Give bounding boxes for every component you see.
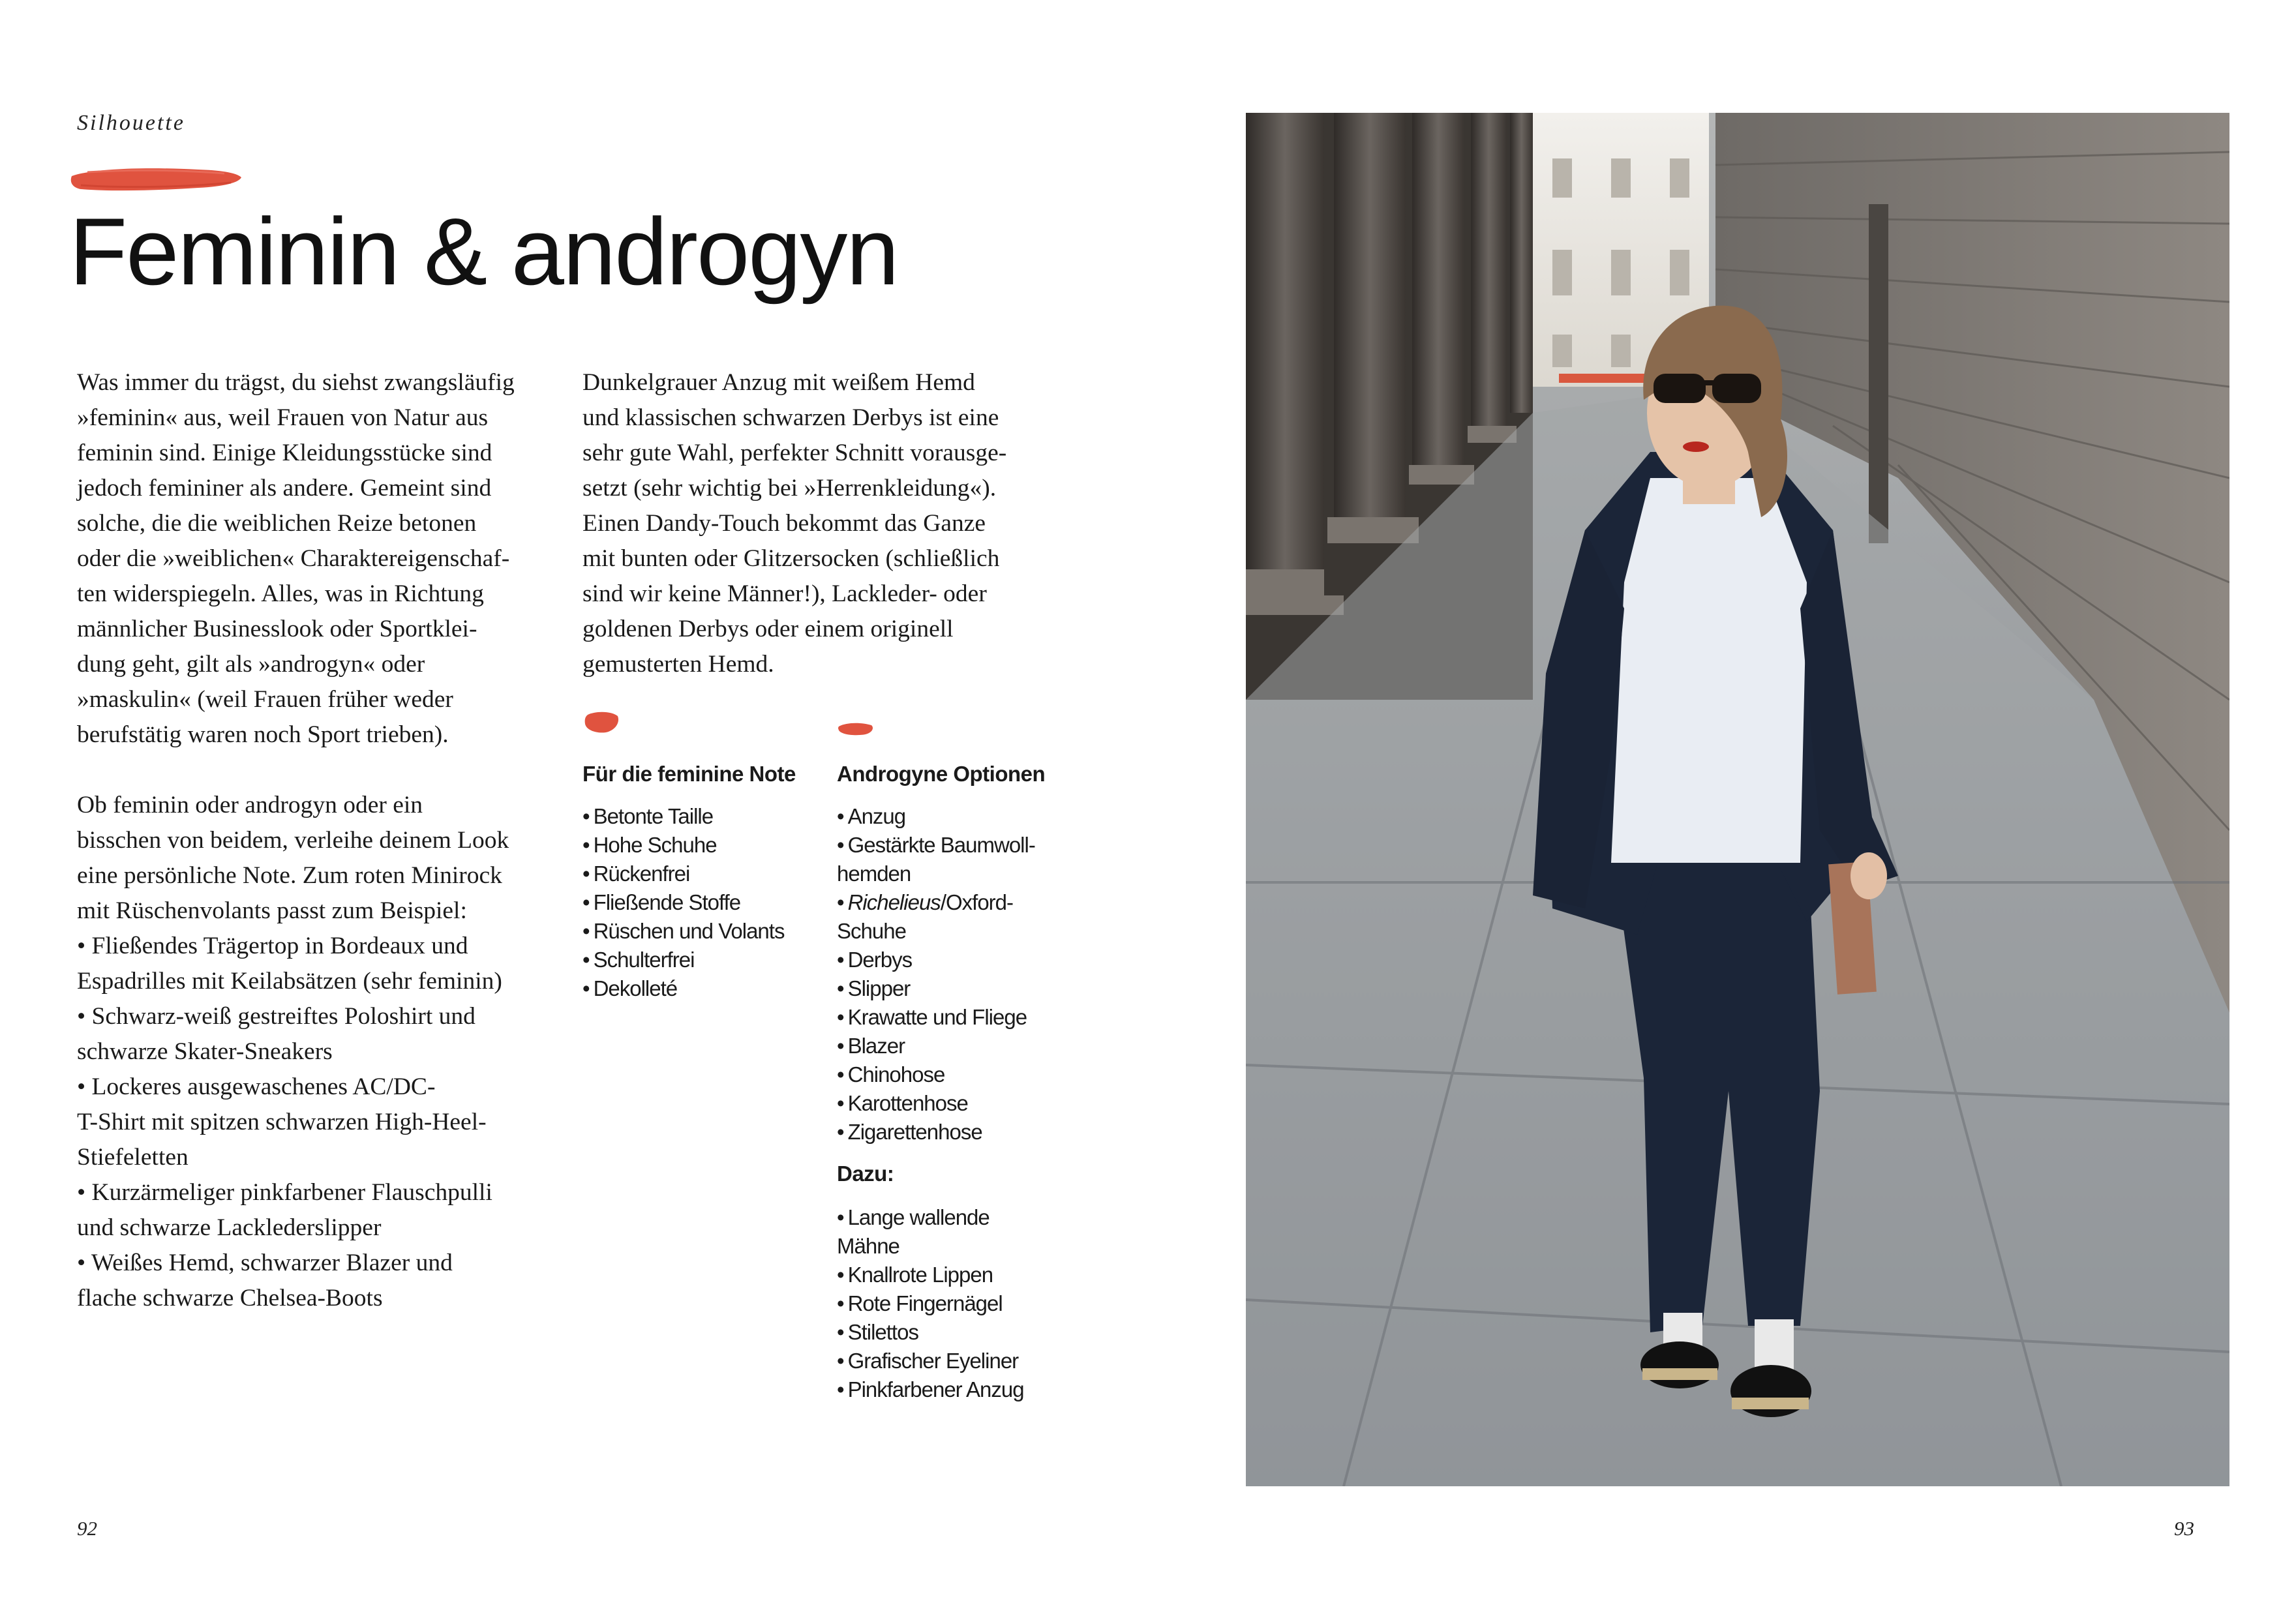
list-item-text: /Oxford- — [940, 890, 1014, 914]
text-line: sehr gute Wahl, perfekter Schnitt vorausge- — [582, 440, 1007, 466]
list-item — [582, 917, 796, 946]
list-item — [582, 831, 796, 860]
text-line: Einen Dandy-Touch bekommt das Ganze — [582, 510, 986, 537]
list-item — [837, 946, 1045, 974]
list-item — [837, 888, 1045, 917]
text-line: mit Rüschenvolants passt zum Beispiel: — [77, 897, 467, 924]
bullet-icon: • — [837, 1034, 844, 1058]
list-item — [837, 1232, 1024, 1261]
list-item — [837, 1032, 1045, 1060]
paragraph-dandy — [582, 365, 1062, 682]
text-line: Stiefeletten — [77, 1144, 189, 1171]
bullet-icon: • — [582, 919, 590, 943]
feminine-heading: Für die feminine Note — [582, 762, 796, 786]
list-item-text: Fließende Stoffe — [593, 890, 741, 914]
list-item — [837, 1318, 1024, 1347]
list-item — [837, 860, 1045, 888]
list-item-text: Rückenfrei — [593, 861, 690, 886]
list-item — [837, 974, 1045, 1003]
androgyn-heading: Androgyne Optionen — [837, 762, 1046, 786]
red-brush-dot-icon — [837, 716, 875, 741]
list-item — [837, 1289, 1024, 1318]
list-item-text: Anzug — [847, 804, 906, 828]
list-item — [837, 1118, 1045, 1146]
feminine-list — [582, 802, 796, 1003]
androgyn-list-block — [837, 716, 1045, 1146]
text-line: • Fließendes Trägertop in Bordeaux und — [77, 933, 468, 959]
text-line: oder die »weiblichen« Charaktereigenschaf- — [77, 545, 510, 572]
text-line: Was immer du trägst, du siehst zwangsläufig — [77, 369, 515, 396]
list-item-text: Stilettos — [847, 1320, 918, 1344]
text-line: goldenen Derbys oder einem originell — [582, 616, 954, 642]
text-line: flache schwarze Chelsea-Boots — [77, 1285, 383, 1311]
list-item — [837, 802, 1045, 831]
text-line: Ob feminin oder androgyn oder ein — [77, 792, 423, 818]
page-title: Feminin & androgyn — [69, 198, 898, 305]
text-line: ten widerspiegeln. Alles, was in Richtung — [77, 580, 484, 607]
text-line: • Schwarz-weiß gestreiftes Poloshirt und — [77, 1003, 476, 1030]
text-line: berufstätig waren noch Sport trieben). — [77, 721, 449, 748]
text-line: männlicher Businesslook oder Sportklei- — [77, 616, 477, 642]
bullet-icon: • — [837, 1205, 844, 1229]
fashion-photo — [1246, 113, 2229, 1486]
text-line: und schwarze Lacklederslipper — [77, 1214, 382, 1241]
bullet-icon: • — [837, 1120, 844, 1144]
text-line: schwarze Skater-Sneakers — [77, 1038, 333, 1065]
list-item — [837, 1089, 1045, 1118]
paragraph-examples — [77, 788, 556, 1316]
feminine-list-block — [582, 710, 796, 1003]
red-brush-dot-icon — [582, 710, 620, 734]
bullet-icon: • — [837, 1377, 844, 1401]
bullet-icon: • — [582, 861, 590, 886]
text-line: T-Shirt mit spitzen schwarzen High-Heel- — [77, 1109, 487, 1135]
list-item — [582, 946, 796, 974]
list-item-italic: Richelieus — [847, 890, 941, 914]
bullet-icon: • — [837, 1320, 844, 1344]
list-item — [582, 802, 796, 831]
androgyn-list — [837, 802, 1045, 1146]
paragraph-intro — [77, 365, 556, 753]
bullet-icon: • — [837, 1263, 844, 1287]
red-brush-stroke-icon — [68, 163, 244, 194]
list-item-text: Lange wallende — [847, 1205, 989, 1229]
list-item-text: Schuhe — [837, 919, 906, 943]
bullet-icon: • — [837, 948, 844, 972]
text-line: solche, die die weiblichen Reize betonen — [77, 510, 477, 537]
bullet-icon: • — [837, 976, 844, 1000]
bullet-icon: • — [837, 890, 844, 914]
list-item-text: Chinohose — [847, 1062, 945, 1086]
list-item — [837, 1261, 1024, 1289]
text-line: • Kurzärmeliger pinkfarbener Flauschpulli — [77, 1179, 492, 1206]
bullet-icon: • — [582, 890, 590, 914]
text-line: sind wir keine Männer!), Lackleder- oder — [582, 580, 987, 607]
list-item-text: Rüschen und Volants — [593, 919, 785, 943]
page-number-left: 92 — [77, 1517, 97, 1540]
list-item — [837, 1060, 1045, 1089]
list-item-text: Karottenhose — [847, 1091, 968, 1115]
body-column-1 — [77, 365, 556, 1316]
list-item-text: Derbys — [847, 948, 913, 972]
list-item-text: Mähne — [837, 1234, 899, 1258]
list-item-text: Grafischer Eyeliner — [847, 1349, 1019, 1373]
text-line: »maskulin« (weil Frauen früher weder — [77, 686, 453, 713]
bullet-icon: • — [582, 804, 590, 828]
list-item-text: Rote Fingernägel — [847, 1291, 1003, 1315]
text-line: »feminin« aus, weil Frauen von Natur aus — [77, 404, 489, 431]
text-line: feminin sind. Einige Kleidungsstücke sind — [77, 440, 492, 466]
list-item — [837, 1347, 1024, 1375]
text-line: gemusterten Hemd. — [582, 651, 774, 678]
list-item-text: Slipper — [847, 976, 911, 1000]
list-item-text: Knallrote Lippen — [847, 1263, 993, 1287]
bullet-icon: • — [837, 804, 844, 828]
list-item — [582, 974, 796, 1003]
list-item — [837, 1003, 1045, 1032]
bullet-icon: • — [582, 833, 590, 857]
bullet-icon: • — [837, 1091, 844, 1115]
list-item-text: Schulterfrei — [593, 948, 695, 972]
list-item-text: Pinkfarbener Anzug — [847, 1377, 1024, 1401]
list-item-text: Zigarettenhose — [847, 1120, 982, 1144]
bullet-icon: • — [837, 1291, 844, 1315]
page-number-right: 93 — [2174, 1517, 2194, 1540]
list-item — [582, 860, 796, 888]
dazu-list — [837, 1203, 1024, 1404]
text-line: Espadrilles mit Keilabsätzen (sehr feminin) — [77, 968, 502, 995]
text-line: • Lockeres ausgewaschenes AC/DC- — [77, 1073, 436, 1100]
text-line: Dunkelgrauer Anzug mit weißem Hemd — [582, 369, 975, 396]
section-kicker: Silhouette — [77, 111, 185, 135]
bullet-icon: • — [582, 948, 590, 972]
bullet-icon: • — [582, 976, 590, 1000]
list-item — [837, 1203, 1024, 1232]
text-line: und klassischen schwarzen Derbys ist eine — [582, 404, 999, 431]
bullet-icon: • — [837, 833, 844, 857]
bullet-icon: • — [837, 1062, 844, 1086]
list-item — [582, 888, 796, 917]
list-item — [837, 1375, 1024, 1404]
dazu-heading: Dazu: — [837, 1161, 894, 1186]
list-item-text: Krawatte und Fliege — [847, 1005, 1027, 1029]
list-item-text: Gestärkte Baumwoll- — [847, 833, 1035, 857]
text-line: eine persönliche Note. Zum roten Minirock — [77, 862, 502, 889]
list-item-text: Dekolleté — [593, 976, 678, 1000]
list-item — [837, 831, 1045, 860]
list-item — [837, 917, 1045, 946]
bullet-icon: • — [837, 1349, 844, 1373]
text-line: dung geht, gilt als »androgyn« oder — [77, 651, 425, 678]
bullet-icon: • — [837, 1005, 844, 1029]
text-line: setzt (sehr wichtig bei »Herrenkleidung«). — [582, 475, 997, 502]
list-item-text: Betonte Taille — [593, 804, 714, 828]
text-line: jedoch femininer als andere. Gemeint sind — [77, 475, 492, 502]
text-line: mit bunten oder Glitzersocken (schließlich — [582, 545, 1000, 572]
list-item-text: hemden — [837, 861, 911, 886]
body-column-2 — [582, 365, 1062, 682]
list-item-text: Blazer — [847, 1034, 905, 1058]
list-item-text: Hohe Schuhe — [593, 833, 717, 857]
text-line: • Weißes Hemd, schwarzer Blazer und — [77, 1250, 453, 1276]
dazu-list-block — [837, 1161, 1024, 1404]
text-line: bisschen von beidem, verleihe deinem Look — [77, 827, 509, 854]
